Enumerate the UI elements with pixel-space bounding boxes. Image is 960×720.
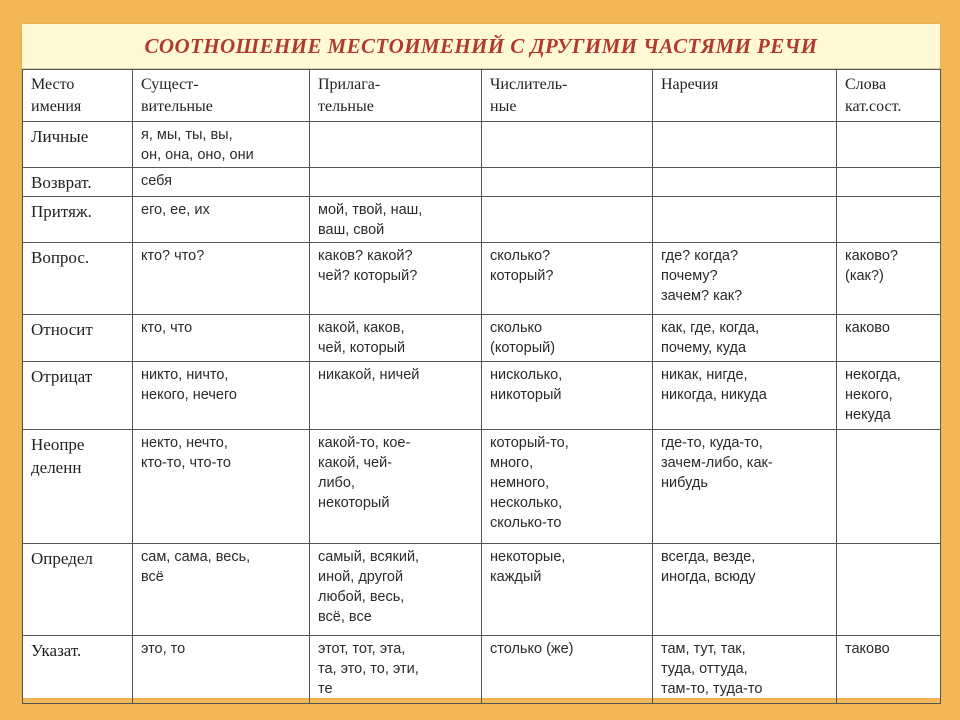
column-header: Прилага- тельные: [310, 70, 482, 122]
table-cell: сколько (который): [482, 315, 653, 362]
table-cell: это, то: [133, 636, 310, 704]
table-cell: какой-то, кое- какой, чей- либо, некоторый: [310, 430, 482, 544]
table-cell: некогда, некого, некуда: [837, 362, 941, 430]
table-cell: этот, тот, эта, та, это, то, эти, те: [310, 636, 482, 704]
table-cell: некоторые, каждый: [482, 544, 653, 636]
row-label: Возврат.: [23, 168, 133, 197]
table-cell: [837, 544, 941, 636]
table-row: [23, 362, 941, 430]
title-band: [22, 24, 940, 69]
table-row: [23, 122, 941, 168]
table-cell: себя: [133, 168, 310, 197]
row-label: Отрицат: [23, 362, 133, 430]
table-cell: таково: [837, 636, 941, 704]
table-cell: нисколько, никоторый: [482, 362, 653, 430]
table-cell: там, тут, так, туда, оттуда, там-то, туда-то: [653, 636, 837, 704]
table-cell: каково: [837, 315, 941, 362]
row-label: Личные: [23, 122, 133, 168]
table-cell: [482, 168, 653, 197]
table-cell: [837, 430, 941, 544]
table-cell: каков? какой? чей? который?: [310, 243, 482, 315]
table-cell: который-то, много, немного, несколько, сколько-то: [482, 430, 653, 544]
table-cell: [837, 168, 941, 197]
row-label: Определ: [23, 544, 133, 636]
page-title: СООТНОШЕНИЕ МЕСТОИМЕНИЙ С ДРУГИМИ ЧАСТЯМИ РЕЧИ: [144, 33, 818, 58]
table-cell: какой, каков, чей, который: [310, 315, 482, 362]
table-cell: кто? что?: [133, 243, 310, 315]
table-cell: [310, 168, 482, 197]
table-row: [23, 636, 941, 704]
table-cell: никакой, ничей: [310, 362, 482, 430]
table-cell: никто, ничто, некого, нечего: [133, 362, 310, 430]
table-sheet: [22, 24, 940, 698]
column-header: Место имения: [23, 70, 133, 122]
table-cell: [482, 197, 653, 243]
table-cell: [837, 122, 941, 168]
table-cell: сколько? который?: [482, 243, 653, 315]
table-row: [23, 168, 941, 197]
table-cell: [653, 168, 837, 197]
table-row: [23, 544, 941, 636]
table-cell: всегда, везде, иногда, всюду: [653, 544, 837, 636]
table-cell: кто, что: [133, 315, 310, 362]
table-cell: столько (же): [482, 636, 653, 704]
row-label: Относит: [23, 315, 133, 362]
row-label: Притяж.: [23, 197, 133, 243]
table-cell: мой, твой, наш, ваш, свой: [310, 197, 482, 243]
column-header: Наречия: [653, 70, 837, 122]
table-cell: [837, 197, 941, 243]
table-cell: некто, нечто, кто-то, что-то: [133, 430, 310, 544]
table-cell: каково? (как?): [837, 243, 941, 315]
row-label: Указат.: [23, 636, 133, 704]
table-cell: я, мы, ты, вы, он, она, оно, они: [133, 122, 310, 168]
row-label: Неопре деленн: [23, 430, 133, 544]
table-cell: [653, 197, 837, 243]
table-row: [23, 243, 941, 315]
row-label: Вопрос.: [23, 243, 133, 315]
pronoun-table: [22, 69, 941, 704]
table-row: [23, 430, 941, 544]
table-header-row: [23, 70, 941, 122]
table-cell: самый, всякий, иной, другой любой, весь, всё, все: [310, 544, 482, 636]
table-cell: [310, 122, 482, 168]
table-cell: никак, нигде, никогда, никуда: [653, 362, 837, 430]
table-cell: сам, сама, весь, всё: [133, 544, 310, 636]
column-header: Сущест- вительные: [133, 70, 310, 122]
column-header: Числитель- ные: [482, 70, 653, 122]
column-header: Слова кат.сост.: [837, 70, 941, 122]
table-cell: как, где, когда, почему, куда: [653, 315, 837, 362]
table-cell: его, ее, их: [133, 197, 310, 243]
table-row: [23, 197, 941, 243]
table-cell: где? когда? почему? зачем? как?: [653, 243, 837, 315]
table-row: [23, 315, 941, 362]
table-cell: [482, 122, 653, 168]
table-cell: где-то, куда-то, зачем-либо, как- нибудь: [653, 430, 837, 544]
table-cell: [653, 122, 837, 168]
